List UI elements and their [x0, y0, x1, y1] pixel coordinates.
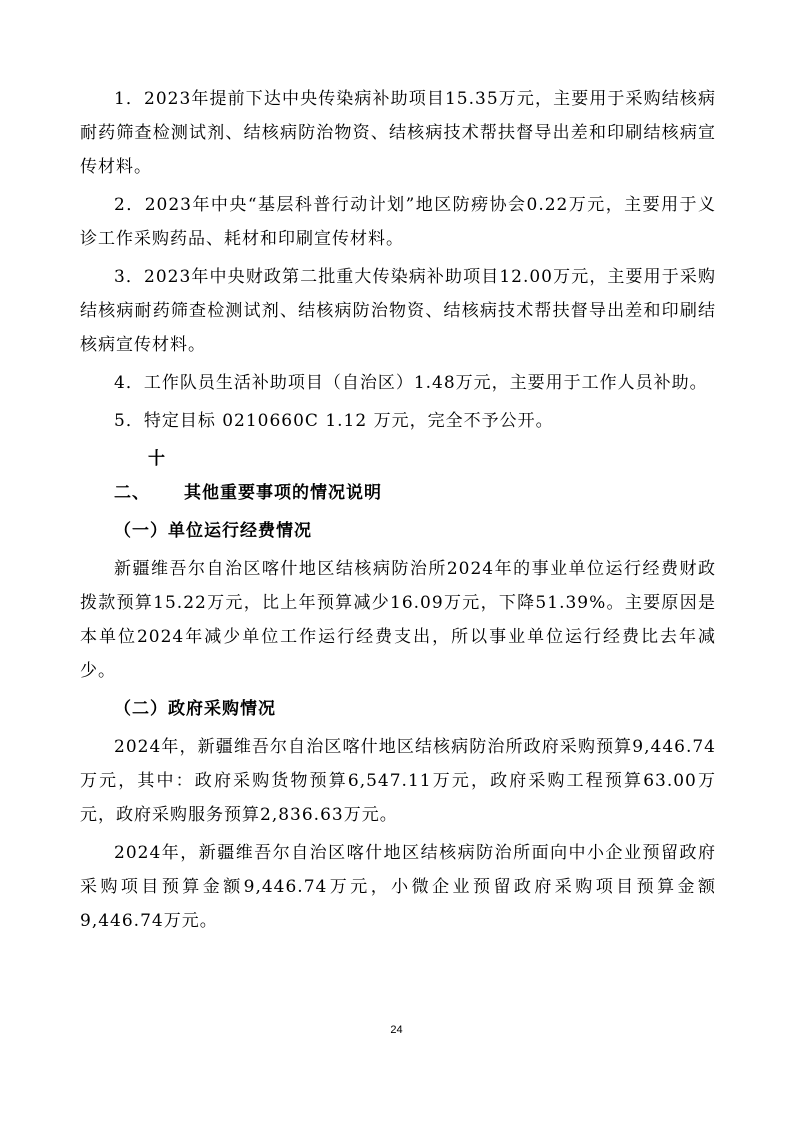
page-number: 24: [390, 1024, 403, 1036]
subsection-heading-2: （二）政府采购情况: [114, 699, 276, 719]
section-heading: [80, 442, 716, 510]
subsection-heading-1: （一）单位运行经费情况: [114, 521, 312, 541]
list-item-1: 1．2023年提前下达中央传染病补助项目15.35万元，主要用于采购结核病耐药筛查检测试剂、结核病防治物资、结核病技术帮扶督导出差和印刷结核病宣传材料。: [80, 89, 716, 177]
list-item-2: 2．2023年中央“基层科普行动计划”地区防痨协会0.22万元，主要用于义诊工作采购药品、耗材和印刷宣传材料。: [80, 195, 716, 249]
subsection-2-body-2: 2024年，新疆维吾尔自治区喀什地区结核病防治所面向中小企业预留政府采购项目预算金额9,446.74万元，小微企业预留政府采购项目预算金额9,446.74万元。: [80, 843, 716, 931]
list-item-5: 5．特定目标 0210660C 1.12 万元，完全不予公开。: [114, 411, 554, 431]
list-item-3: 3．2023年中央财政第二批重大传染病补助项目12.00万元，主要用于采购结核病耐药筛查检测试剂、结核病防治物资、结核病技术帮扶督导出差和印刷结核病宣传材料。: [80, 267, 716, 355]
list-item-4: 4．工作队员生活补助项目（自治区）1.48万元，主要用于工作人员补助。: [114, 373, 708, 393]
section-title: 其他重要事项的情况说明: [184, 483, 382, 503]
page-content: [80, 82, 716, 942]
subsection-1-body: 新疆维吾尔自治区喀什地区结核病防治所2024年的事业单位运行经费财政拨款预算15.22万元，比上年预算减少16.09万元，下降51.39%。主要原因是本单位2024年减少单位工作运行经费支出，所以事业单位运行经费比去年减少。: [80, 559, 716, 681]
subsection-2-body-1: 2024年，新疆维吾尔自治区喀什地区结核病防治所政府采购预算9,446.74万元，其中：政府采购货物预算6,547.11万元，政府采购工程预算63.00万元，政府采购服务预算2,836.63万元。: [80, 737, 716, 825]
section-number: 十二、: [114, 449, 166, 503]
